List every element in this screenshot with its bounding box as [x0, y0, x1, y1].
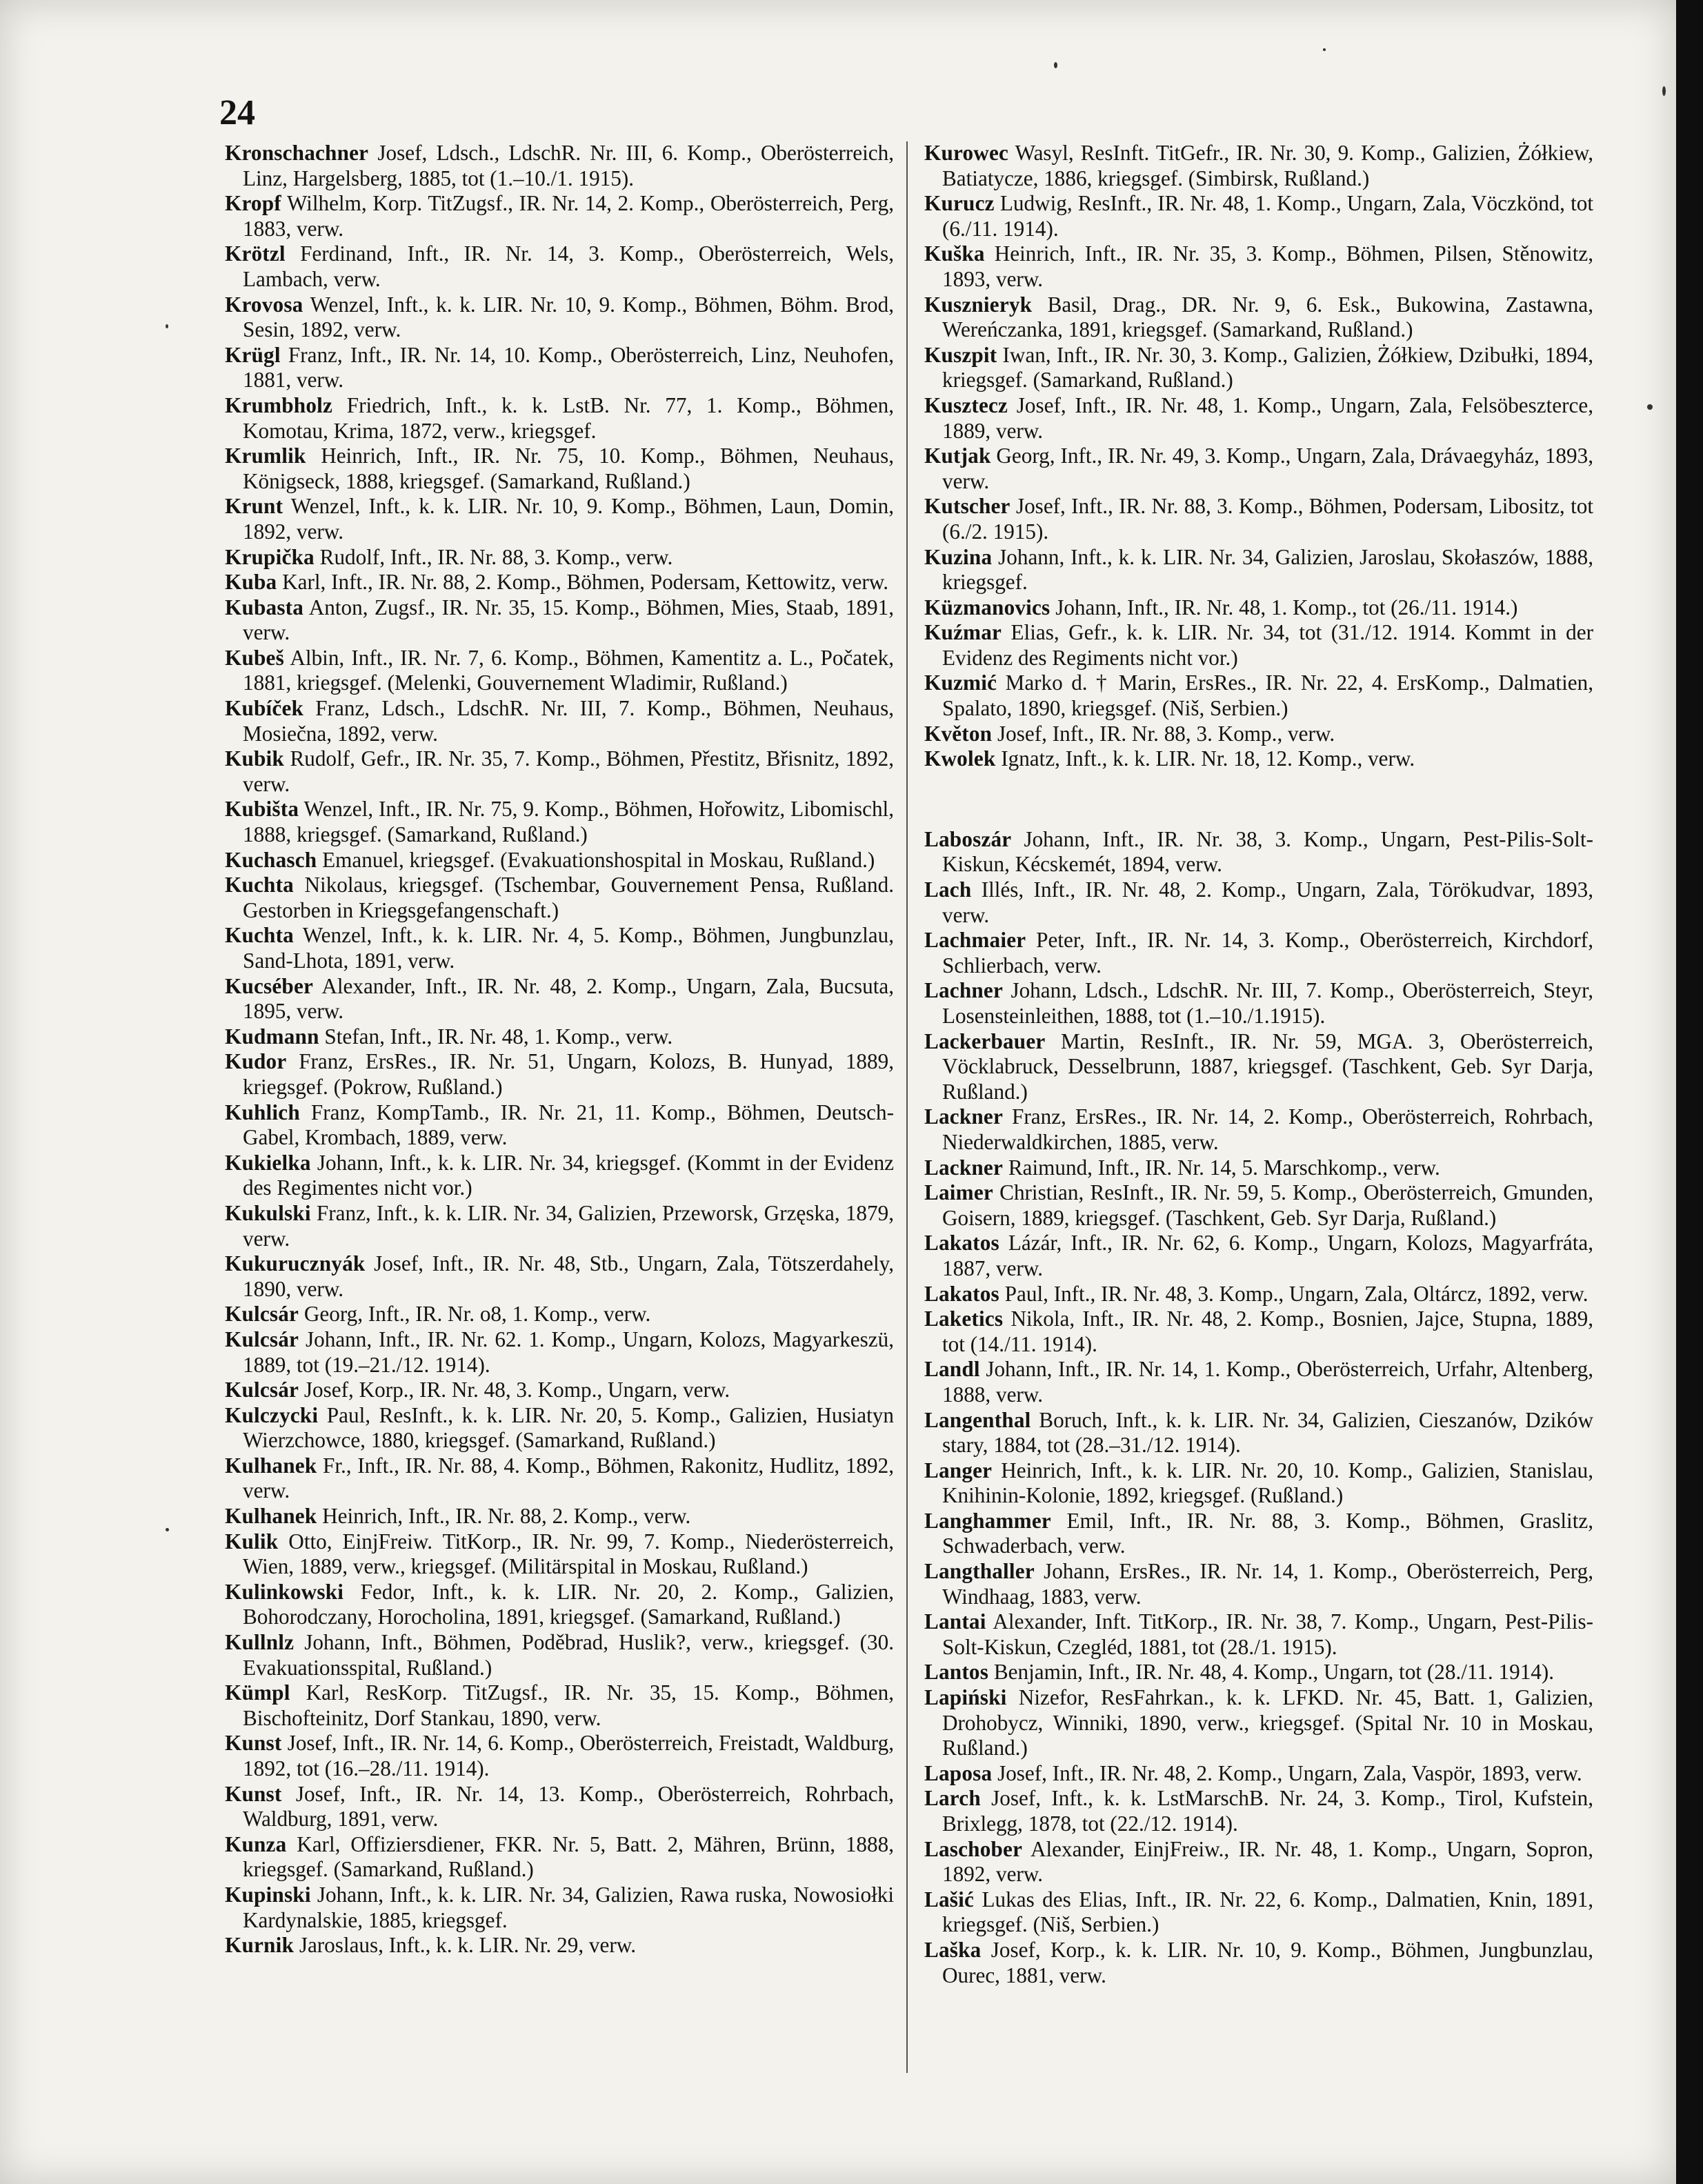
entry-details: Josef, Inft., IR. Nr. 48, Stb., Ungarn, Zala, Tötszerdahely, 1890, verw. [243, 1251, 894, 1301]
entry-surname: Lakatos [924, 1231, 999, 1255]
entry-surname: Lašić [924, 1887, 975, 1912]
scan-speck [166, 324, 168, 328]
entry-details: Karl, ResKorp. TitZugsf., IR. Nr. 35, 15. Komp., Böhmen, Bischofteinitz, Dorf Stankau, 1890, verw. [243, 1680, 895, 1730]
list-item [924, 191, 1593, 241]
list-item [225, 746, 894, 797]
entry-surname: Krügl [225, 342, 281, 367]
entry-surname: Kupinski [225, 1882, 311, 1907]
entry-surname: Kutjak [924, 444, 991, 468]
entry-details: Franz, KompTamb., IR. Nr. 21, 11. Komp., Böhmen, Deutsch-Gabel, Krombach, 1889, verw. [243, 1100, 895, 1150]
section-gap [924, 772, 1593, 827]
list-item [924, 1357, 1593, 1407]
scan-edge [1676, 0, 1703, 2184]
list-item [225, 1504, 894, 1529]
list-item [225, 974, 894, 1024]
list-item [924, 1786, 1593, 1836]
right-column-k-section [924, 141, 1593, 772]
entry-surname: Laboszár [924, 826, 1012, 851]
entry-details: Heinrich, Inft., IR. Nr. 75, 10. Komp., Böhmen, Neuhaus, Königseck, 1888, kriegsgef. (Samarkand, Rußland.) [243, 444, 894, 493]
entry-surname: Krötzl [225, 241, 286, 266]
entry-surname: Kwolek [924, 746, 996, 771]
list-item [924, 620, 1593, 671]
list-item [924, 1559, 1593, 1609]
list-item [924, 827, 1593, 877]
entry-details: Rudolf, Gefr., IR. Nr. 35, 7. Komp., Böhmen, Přestitz, Břisnitz, 1892, verw. [243, 746, 894, 796]
list-item [924, 141, 1593, 191]
list-item [225, 570, 894, 595]
list-item [924, 241, 1593, 292]
entry-surname: Krumbholz [225, 393, 333, 417]
list-item [924, 1282, 1593, 1307]
entry-surname: Landl [924, 1357, 980, 1382]
entry-details: Johann, Inft., k. k. LIR. Nr. 34, Galizien, Jaroslau, Skołaszów, 1888, kriegsgef. [942, 544, 1593, 595]
list-item [924, 1155, 1593, 1181]
list-item [924, 877, 1593, 928]
entry-details: Wenzel, Inft., IR. Nr. 75, 9. Komp., Böhmen, Hořowitz, Libomischl, 1888, kriegsgef. (Samarkand, Rußland.) [243, 797, 895, 847]
entry-surname: Kubeš [225, 645, 284, 670]
list-item [924, 1231, 1593, 1281]
left-column [225, 141, 894, 1958]
entry-surname: Kusztecz [924, 393, 1008, 417]
list-item [924, 722, 1593, 747]
entry-details: Josef, Inft., IR. Nr. 88, 3. Komp., verw. [997, 721, 1335, 746]
entry-details: Josef, Ldsch., LdschR. Nr. III, 6. Komp., Oberösterreich, Linz, Hargelsberg, 1885, tot (1.–10./1. 1915). [243, 141, 895, 190]
entry-surname: Lackner [924, 1104, 1004, 1129]
list-item [225, 1327, 894, 1378]
entry-details: Johann, Inft., k. k. LIR. Nr. 34, Galizien, Rawa ruska, Nowosiołki Kardynalskie, 1885, kriegsgef. [243, 1882, 894, 1932]
list-item [225, 797, 894, 847]
entry-details: Emil, Inft., IR. Nr. 88, 3. Komp., Böhmen, Graslitz, Schwaderbach, verw. [942, 1508, 1594, 1558]
entry-details: Karl, Inft., IR. Nr. 88, 2. Komp., Böhmen, Podersam, Kettowitz, verw. [282, 570, 889, 595]
list-item [225, 1453, 894, 1504]
list-item [924, 1761, 1593, 1787]
entry-details: Nikolaus, kriegsgef. (Tschembar, Gouvernement Pensa, Rußland. Gestorben in Kriegsgefangenschaft.) [243, 873, 894, 922]
entry-details: Alexander, EinjFreiw., IR. Nr. 48, 1. Komp., Ungarn, Sopron, 1892, verw. [942, 1836, 1594, 1887]
entry-surname: Kudor [225, 1049, 287, 1074]
entry-details: Heinrich, Inft., k. k. LIR. Nr. 20, 10. Komp., Galizien, Stanislau, Knihinin-Kolonie, 1892, kriegsgef. (Rußland.) [942, 1458, 1593, 1508]
list-item [225, 1302, 894, 1327]
list-item [924, 595, 1593, 621]
entry-surname: Kurowec [924, 141, 1009, 165]
list-item [225, 1251, 894, 1302]
entry-surname: Kukielka [225, 1150, 311, 1175]
entry-surname: Kuchasch [225, 847, 317, 872]
entry-surname: Kuzmić [924, 671, 997, 695]
list-item [225, 923, 894, 973]
entry-surname: Kulhanek [225, 1453, 317, 1478]
entry-details: Anton, Zugsf., IR. Nr. 35, 15. Komp., Böhmen, Mies, Staab, 1891, verw. [243, 595, 894, 645]
scan-speck [1647, 404, 1653, 410]
entry-surname: Kurnik [225, 1933, 295, 1958]
entry-details: Franz, Ldsch., LdschR. Nr. III, 7. Komp., Böhmen, Neuhaus, Mosiečna, 1892, verw. [243, 696, 894, 746]
list-item [225, 1933, 894, 1958]
entry-surname: Lackerbauer [924, 1029, 1046, 1053]
entry-surname: Lackner [924, 1155, 1004, 1180]
list-item [924, 746, 1593, 772]
list-item [924, 928, 1593, 978]
entry-surname: Kudmann [225, 1024, 319, 1049]
entry-details: Josef, Inft., IR. Nr. 88, 3. Komp., Böhmen, Podersam, Libositz, tot (6./2. 1915). [942, 494, 1593, 544]
list-item [924, 1509, 1593, 1559]
list-item [225, 292, 894, 343]
entry-details: Josef, Inft., IR. Nr. 48, 2. Komp., Ungarn, Zala, Vaspör, 1893, verw. [997, 1760, 1582, 1785]
entry-surname: Krupička [225, 544, 315, 569]
entry-surname: Küzmanovics [924, 595, 1050, 619]
list-item [225, 545, 894, 570]
scan-speck [1054, 62, 1057, 68]
entry-details: Iwan, Inft., IR. Nr. 30, 3. Komp., Galizien, Żółkiew, Dzibułki, 1894, kriegsgef. (Samarkand, Rußland.) [942, 342, 1594, 393]
entry-details: Nikola, Inft., IR. Nr. 48, 2. Komp., Bosnien, Jajce, Stupna, 1889, tot (14./11. 1914). [942, 1307, 1594, 1356]
entry-surname: Krunt [225, 494, 283, 519]
entry-details: Johann, Inft., k. k. LIR. Nr. 34, kriegsgef. (Kommt in der Evidenz des Regimentes nicht vor.) [243, 1150, 895, 1200]
entry-details: Josef, Inft., IR. Nr. 14, 13. Komp., Oberösterreich, Rohrbach, Waldburg, 1891, verw. [243, 1781, 895, 1831]
list-item [225, 696, 894, 746]
entry-surname: Kulinkowski [225, 1579, 344, 1604]
list-item [225, 848, 894, 873]
entry-surname: Laška [924, 1937, 982, 1962]
entry-details: Wenzel, Inft., k. k. LIR. Nr. 10, 9. Komp., Böhmen, Laun, Domin, 1892, verw. [243, 494, 895, 544]
entry-surname: Langhammer [924, 1508, 1051, 1533]
entry-details: Johann, Inft., Böhmen, Poděbrad, Huslik?, verw., kriegsgef. (30. Evakuationsspital, Rußland.) [243, 1630, 895, 1680]
entry-details: Paul, ResInft., k. k. LIR. Nr. 20, 5. Komp., Galizien, Husiatyn Wierzchowce, 1880, kriegsgef. (Samarkand, Rußland.) [243, 1402, 894, 1453]
entry-details: Albin, Inft., IR. Nr. 7, 6. Komp., Böhmen, Kamentitz a. L., Počatek, 1881, kriegsgef. (Melenki, Gouvernement Wladimir, Rußland.) [243, 645, 894, 695]
list-item [225, 1201, 894, 1251]
scan-speck [1662, 86, 1666, 96]
entry-surname: Kuhlich [225, 1100, 300, 1124]
entry-details: Stefan, Inft., IR. Nr. 48, 1. Komp., verw. [324, 1024, 673, 1049]
list-item [924, 545, 1593, 595]
entry-details: Heinrich, Inft., IR. Nr. 35, 3. Komp., Böhmen, Pilsen, Stěnowitz, 1893, verw. [942, 241, 1594, 291]
entry-surname: Květon [924, 721, 993, 746]
scan-speck [166, 1528, 169, 1531]
entry-surname: Lachner [924, 978, 1004, 1003]
entry-surname: Kuchta [225, 923, 294, 948]
list-item [225, 646, 894, 696]
entry-details: Rudolf, Inft., IR. Nr. 88, 3. Komp., verw. [319, 544, 673, 569]
entry-details: Illés, Inft., IR. Nr. 48, 2. Komp., Ungarn, Zala, Törökudvar, 1893, verw. [942, 877, 1594, 927]
entry-surname: Kuźmar [924, 620, 1002, 645]
entry-surname: Kulhanek [225, 1504, 317, 1529]
entry-surname: Kuška [924, 241, 985, 266]
entry-details: Franz, Inft., IR. Nr. 14, 10. Komp., Oberösterreich, Linz, Neuhofen, 1881, verw. [243, 342, 894, 393]
entry-details: Marko d. † Marin, ErsRes., IR. Nr. 22, 4. ErsKomp., Dalmatien, Spalato, 1890, kriegsgef. (Niš, Serbien.) [942, 671, 1593, 721]
list-item [225, 1883, 894, 1933]
entry-details: Ignatz, Inft., k. k. LIR. Nr. 18, 12. Komp., verw. [1001, 746, 1415, 771]
entry-details: Fedor, Inft., k. k. LIR. Nr. 20, 2. Komp., Galizien, Bohorodczany, Horocholina, 1891, kriegsgef. (Samarkand, Rußland.) [243, 1579, 895, 1629]
entry-surname: Kulcsár [225, 1378, 299, 1402]
entry-surname: Lach [924, 877, 972, 902]
list-item [225, 444, 894, 494]
entry-details: Georg, Inft., IR. Nr. o8, 1. Komp., verw. [303, 1302, 651, 1327]
entry-details: Benjamin, Inft., IR. Nr. 48, 4. Komp., Ungarn, tot (28./11. 1914). [993, 1660, 1555, 1685]
entry-surname: Kubik [225, 746, 284, 771]
list-item [225, 343, 894, 393]
list-item [225, 141, 894, 191]
entry-details: Wilhelm, Korp. TitZugsf., IR. Nr. 14, 2. Komp., Oberösterreich, Perg, 1883, verw. [243, 191, 895, 241]
entry-details: Josef, Korp., IR. Nr. 48, 3. Komp., Ungarn, verw. [303, 1378, 730, 1402]
list-item [225, 1630, 894, 1680]
entry-surname: Kutscher [924, 494, 1010, 519]
list-item [225, 1580, 894, 1630]
entry-surname: Kümpl [225, 1680, 290, 1705]
entry-surname: Krovosa [225, 292, 303, 317]
entry-details: Boruch, Inft., k. k. LIR. Nr. 34, Galizien, Cieszanów, Dzików stary, 1884, tot (28.–31./12. 1914). [942, 1407, 1594, 1458]
entry-details: Josef, Inft., IR. Nr. 48, 1. Komp., Ungarn, Zala, Felsöbeszterce, 1889, verw. [942, 393, 1593, 443]
entry-details: Franz, ErsRes., IR. Nr. 14, 2. Komp., Oberösterreich, Rohrbach, Niederwaldkirchen, 1885, verw. [942, 1104, 1593, 1154]
column-divider [906, 141, 908, 2073]
entry-details: Raimund, Inft., IR. Nr. 14, 5. Marschkomp., verw. [1008, 1155, 1440, 1180]
entry-surname: Laketics [924, 1307, 1004, 1331]
entry-details: Georg, Inft., IR. Nr. 49, 3. Komp., Ungarn, Zala, Drávaegyház, 1893, verw. [942, 444, 1593, 493]
entry-surname: Laschober [924, 1836, 1023, 1861]
entry-details: Otto, EinjFreiw. TitKorp., IR. Nr. 99, 7. Komp., Niederösterreich, Wien, 1889, verw., kriegsgef. (Militärspital in Moskau, Rußland.) [243, 1529, 895, 1579]
entry-details: Basil, Drag., DR. Nr. 9, 6. Esk., Bukowina, Zastawna, Wereńczanka, 1891, kriegsgef. (Samarkand, Rußland.) [942, 292, 1593, 342]
entry-surname: Kunza [225, 1831, 287, 1856]
entry-details: Nizefor, ResFahrkan., k. k. LFKD. Nr. 45, Batt. 1, Galizien, Drohobycz, Winniki, 1890, verw., kriegsgef. (Spital Nr. 10 in Moskau, Rußland.) [942, 1685, 1593, 1760]
list-item [225, 1024, 894, 1050]
entry-details: Franz, Inft., k. k. LIR. Nr. 34, Galizien, Przeworsk, Grzęska, 1879, verw. [243, 1200, 894, 1251]
entry-details: Wenzel, Inft., k. k. LIR. Nr. 10, 9. Komp., Böhmen, Böhm. Brod, Sesin, 1892, verw. [243, 292, 894, 342]
list-item [924, 292, 1593, 343]
list-item [225, 1049, 894, 1100]
entry-surname: Laposa [924, 1760, 993, 1785]
entry-details: Ferdinand, Inft., IR. Nr. 14, 3. Komp., Oberösterreich, Wels, Lambach, verw. [243, 241, 894, 291]
list-item [225, 1680, 894, 1731]
entry-surname: Kubasta [225, 595, 304, 619]
entry-details: Peter, Inft., IR. Nr. 14, 3. Komp., Oberösterreich, Kirchdorf, Schlierbach, verw. [942, 928, 1593, 977]
entry-surname: Kukulski [225, 1200, 311, 1225]
entry-surname: Laimer [924, 1180, 993, 1205]
entry-surname: Kukurucznyák [225, 1251, 366, 1276]
entry-details: Alexander, Inft., IR. Nr. 48, 2. Komp., Ungarn, Zala, Bucsuta, 1895, verw. [243, 973, 895, 1024]
list-item [924, 1660, 1593, 1685]
list-item [225, 873, 894, 923]
list-item [225, 191, 894, 241]
entry-details: Emanuel, kriegsgef. (Evakuationshospital in Moskau, Rußland.) [322, 847, 875, 872]
list-item [225, 1100, 894, 1151]
entry-surname: Kronschachner [225, 141, 369, 165]
entry-details: Josef, Korp., k. k. LIR. Nr. 10, 9. Komp., Böhmen, Jungbunzlau, Ourec, 1881, verw. [942, 1937, 1593, 1987]
list-item [225, 1832, 894, 1883]
entry-surname: Kulcsár [225, 1302, 299, 1327]
entry-surname: Krumlik [225, 444, 306, 468]
entry-details: Johann, ErsRes., IR. Nr. 14, 1. Komp., Oberösterreich, Perg, Windhaag, 1883, verw. [942, 1559, 1594, 1609]
list-item [924, 494, 1593, 544]
list-item [924, 1180, 1593, 1231]
entry-surname: Langenthal [924, 1407, 1031, 1432]
list-item [225, 241, 894, 292]
right-column [924, 141, 1593, 1988]
entry-details: Johann, Inft., IR. Nr. 62. 1. Komp., Ungarn, Kolozs, Magyarkeszü, 1889, tot (19.–21./12. 1914). [243, 1327, 894, 1377]
entry-details: Lukas des Elias, Inft., IR. Nr. 22, 6. Komp., Dalmatien, Knin, 1891, kriegsgef. (Niš, Serbien.) [942, 1887, 1593, 1937]
page-number: 24 [219, 93, 255, 132]
entry-details: Christian, ResInft., IR. Nr. 59, 5. Komp., Oberösterreich, Gmunden, Goisern, 1889, kriegsgef. (Taschkent, Geb. Syr Darja, Rußland.) [942, 1180, 1594, 1230]
entry-surname: Larch [924, 1786, 981, 1811]
list-item [924, 1887, 1593, 1938]
list-item [924, 343, 1593, 393]
entry-surname: Lapiński [924, 1685, 1007, 1710]
entry-details: Karl, Offiziersdiener, FKR. Nr. 5, Batt. 2, Mähren, Brünn, 1888, kriegsgef. (Samarkand, Rußland.) [243, 1831, 894, 1882]
entry-details: Ludwig, ResInft., IR. Nr. 48, 1. Komp., Ungarn, Zala, Vöczkönd, tot (6./11. 1914). [942, 191, 1593, 241]
entry-details: Josef, Inft., IR. Nr. 14, 6. Komp., Oberösterreich, Freistadt, Waldburg, 1892, tot (16.–28./11. 1914). [243, 1731, 894, 1780]
entry-details: Johann, Ldsch., LdschR. Nr. III, 7. Komp., Oberösterreich, Steyr, Losensteinleithen, 1888, tot (1.–10./1.1915). [942, 978, 1593, 1028]
entry-details: Wasyl, ResInft. TitGefr., IR. Nr. 30, 9. Komp., Galizien, Żółkiew, Batiatycze, 1886, kriegsgef. (Simbirsk, Rußland.) [942, 141, 1594, 190]
entry-details: Lázár, Inft., IR. Nr. 62, 6. Komp., Ungarn, Kolozs, Magyarfráta, 1887, verw. [942, 1231, 1594, 1280]
list-item [924, 978, 1593, 1029]
list-item [225, 393, 894, 444]
entry-surname: Kuszpit [924, 342, 997, 367]
entry-surname: Kuchta [225, 873, 294, 897]
scan-speck [1323, 48, 1326, 51]
list-item [924, 671, 1593, 721]
entry-details: Fr., Inft., IR. Nr. 88, 4. Komp., Böhmen, Rakonitz, Hudlitz, 1892, verw. [243, 1453, 895, 1503]
list-item [225, 1151, 894, 1201]
list-item [225, 1782, 894, 1832]
entry-surname: Kubišta [225, 797, 299, 822]
entry-surname: Langthaller [924, 1559, 1035, 1584]
entry-surname: Kunst [225, 1731, 282, 1756]
list-item [924, 444, 1593, 494]
entry-details: Alexander, Inft. TitKorp., IR. Nr. 38, 7. Komp., Ungarn, Pest-Pilis-Solt-Kiskun, Czegléd, 1881, tot (28./1. 1915). [942, 1609, 1593, 1659]
list-item [924, 1408, 1593, 1458]
entry-surname: Kulczycki [225, 1402, 319, 1427]
right-column-l-section [924, 827, 1593, 1988]
list-item [225, 595, 894, 646]
entry-surname: Kullnlz [225, 1630, 295, 1655]
entry-surname: Kunst [225, 1781, 282, 1806]
entry-details: Paul, Inft., IR. Nr. 48, 3. Komp., Ungarn, Zala, Oltárcz, 1892, verw. [1004, 1281, 1589, 1306]
entry-surname: Kulik [225, 1529, 279, 1553]
entry-surname: Kucséber [225, 973, 314, 998]
entry-details: Martin, ResInft., IR. Nr. 59, MGA. 3, Oberösterreich, Vöcklabruck, Desselbrunn, 1887, kriegsgef. (Taschkent, Geb. Syr Darja, Rußland.) [942, 1029, 1593, 1104]
entry-surname: Langer [924, 1458, 993, 1482]
list-item [924, 1307, 1593, 1357]
list-item [924, 1938, 1593, 1988]
entry-surname: Lakatos [924, 1281, 999, 1306]
list-item [225, 1378, 894, 1403]
list-item [924, 1685, 1593, 1761]
entry-details: Jaroslaus, Inft., k. k. LIR. Nr. 29, verw. [299, 1933, 637, 1958]
entry-surname: Lantos [924, 1660, 989, 1685]
entry-details: Josef, Inft., k. k. LstMarschB. Nr. 24, 3. Komp., Tirol, Kufstein, Brixlegg, 1878, tot (22./12. 1914). [942, 1786, 1593, 1836]
entry-details: Johann, Inft., IR. Nr. 14, 1. Komp., Oberösterreich, Urfahr, Altenberg, 1888, verw. [942, 1357, 1594, 1407]
entry-surname: Lantai [924, 1609, 986, 1634]
entry-surname: Kuzina [924, 544, 993, 569]
entry-details: Franz, ErsRes., IR. Nr. 51, Ungarn, Kolozs, B. Hunyad, 1889, kriegsgef. (Pokrow, Rußland.) [243, 1049, 894, 1099]
list-item [225, 1403, 894, 1453]
entry-surname: Lachmaier [924, 928, 1026, 953]
entry-details: Johann, Inft., IR. Nr. 48, 1. Komp., tot (26./11. 1914.) [1055, 595, 1518, 619]
entry-surname: Kurucz [924, 191, 995, 216]
entry-surname: Kubíček [225, 696, 304, 721]
list-item [924, 1029, 1593, 1105]
entry-details: Friedrich, Inft., k. k. LstB. Nr. 77, 1. Komp., Böhmen, Komotau, Krima, 1872, verw., kriegsgef. [243, 393, 895, 443]
entry-surname: Kulcsár [225, 1327, 299, 1351]
list-item [225, 1529, 894, 1580]
list-item [924, 393, 1593, 444]
list-item [924, 1609, 1593, 1660]
list-item [924, 1458, 1593, 1509]
entry-details: Wenzel, Inft., k. k. LIR. Nr. 4, 5. Komp., Böhmen, Jungbunzlau, Sand-Lhota, 1891, verw. [243, 923, 894, 973]
list-item [924, 1104, 1593, 1155]
entry-details: Heinrich, Inft., IR. Nr. 88, 2. Komp., verw. [322, 1504, 691, 1529]
entry-surname: Kusznieryk [924, 292, 1033, 317]
entry-details: Elias, Gefr., k. k. LIR. Nr. 34, tot (31./12. 1914. Kommt in der Evidenz des Regiments nicht vor.) [942, 620, 1593, 670]
list-item [225, 1731, 894, 1781]
entry-surname: Kropf [225, 191, 281, 216]
entry-surname: Kuba [225, 570, 277, 595]
list-item [924, 1837, 1593, 1887]
entry-details: Johann, Inft., IR. Nr. 38, 3. Komp., Ungarn, Pest-Pilis-Solt-Kiskun, Kécskemét, 1894, verw. [942, 826, 1594, 877]
list-item [225, 494, 894, 544]
